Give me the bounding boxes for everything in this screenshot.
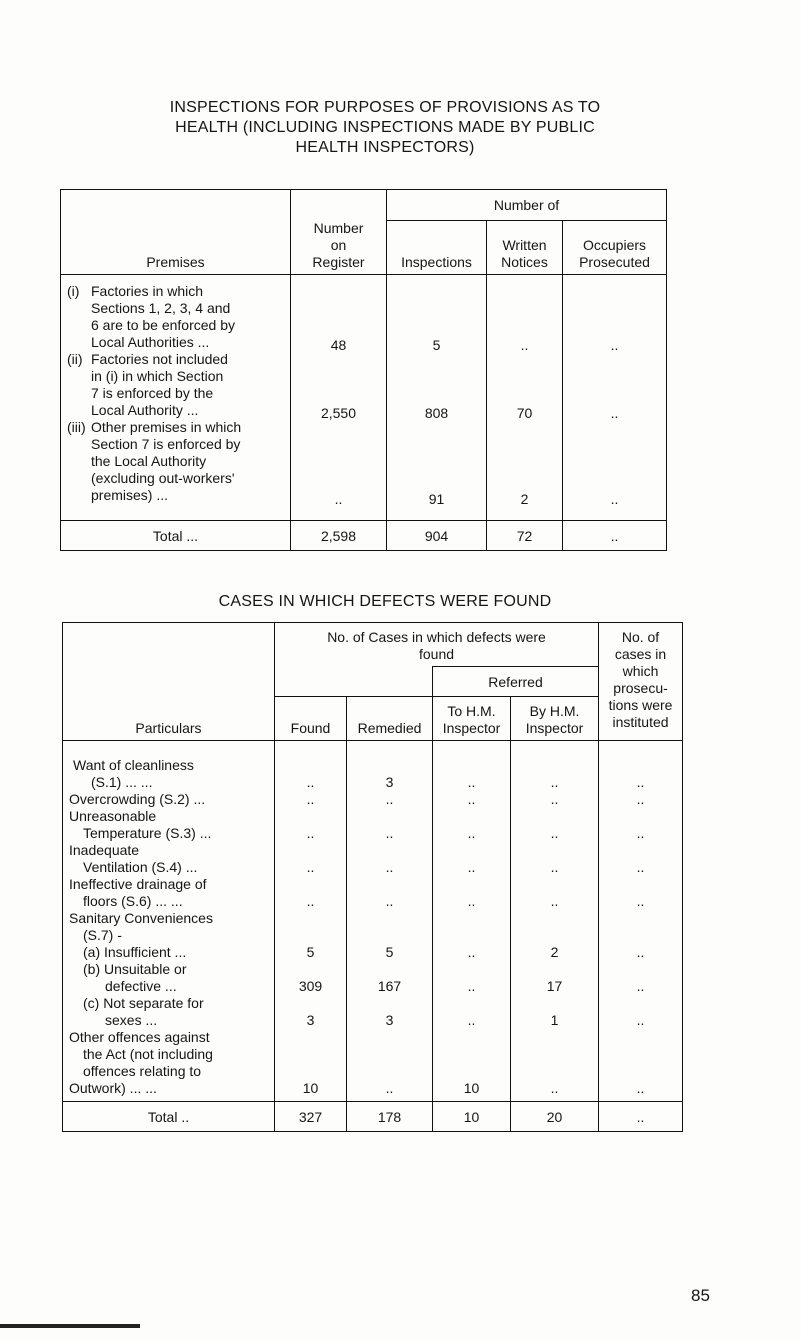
found-column: .. .. .. .. .. 5 309 3 10 [275, 741, 347, 1102]
particular-item: Inadequate Ventilation (S.4) ... [69, 842, 198, 875]
particular-item: (b) Unsuitable or defective ... [83, 961, 187, 994]
defects-total-row [63, 1102, 683, 1132]
particular-item: Unreasonable Temperature (S.3) ... [69, 808, 212, 841]
premises-row-ii: (ii) Factories not included in (i) in which Section 7 is enforced by the Local Authority ... [67, 351, 228, 418]
register-value: 48 [330, 337, 347, 353]
notices-value: 70 [516, 405, 533, 421]
prosecuted-value: .. [610, 491, 619, 507]
particular-item: Want of cleanliness (S.1) ... ... [73, 757, 194, 790]
total-prosecutions: .. [599, 1102, 683, 1132]
total-found: 327 [275, 1102, 347, 1132]
title-line: HEALTH INSPECTORS) [295, 139, 475, 156]
header-occupiers-prosecuted: Occupiers Prosecuted [563, 221, 667, 275]
particular-item: Overcrowding (S.2) ... [69, 791, 206, 807]
title-line: HEALTH (INCLUDING INSPECTIONS MADE BY PUBLIC [175, 119, 595, 136]
register-value: .. [334, 491, 343, 507]
title-line: INSPECTIONS FOR PURPOSES OF PROVISIONS AS TO [169, 99, 601, 116]
total-prosecuted: .. [563, 521, 667, 551]
particular-item: Other offences against the Act (not including offences relating to Outwork) ... ... [69, 1029, 213, 1096]
header-blank [275, 667, 433, 697]
page-title [60, 98, 710, 158]
scan-edge-line [0, 1324, 140, 1328]
header-number-of: Number of [387, 190, 667, 221]
premises-row-i: (i) Factories in which Sections 1, 2, 3, 4 and 6 are to be enforced by Local Authorities ... [67, 283, 235, 350]
inspections-value: 91 [428, 491, 445, 507]
register-column [291, 275, 387, 521]
total-remedied: 178 [347, 1102, 433, 1132]
header-prosecutions: No. of cases in which prosecu- tions were instituted [599, 623, 683, 741]
particular-item: (c) Not separate for sexes ... [83, 995, 204, 1028]
inspections-value: 808 [424, 405, 449, 421]
total-register: 2,598 [291, 521, 387, 551]
premises-row-iii: (iii) Other premises in which Section 7 is enforced by the Local Authority (excluding out-workers' premises) ... [67, 419, 242, 503]
header-referred: Referred [433, 667, 599, 697]
prosecuted-value: .. [610, 337, 619, 353]
total-label: Total ... [61, 521, 291, 551]
header-cases-found: No. of Cases in which defects were found [275, 623, 599, 667]
to-hm-column: .. .. .. .. .. .. .. .. 10 [433, 741, 511, 1102]
prosecutions-column: .. .. .. .. .. .. .. .. .. [599, 741, 683, 1102]
inspections-column [387, 275, 487, 521]
notices-value: 2 [520, 491, 529, 507]
by-hm-column: .. .. .. .. .. 2 17 1 .. [511, 741, 599, 1102]
register-value: 2,550 [320, 405, 357, 421]
header-remedied: Remedied [347, 697, 433, 741]
prosecuted-column [563, 275, 667, 521]
inspections-total-row [61, 521, 667, 551]
header-number-on-register: Number on Register [291, 190, 387, 275]
premises-list [61, 275, 291, 521]
header-particulars: Particulars [63, 623, 275, 741]
prosecuted-value: .. [610, 405, 619, 421]
header-written-notices: Written Notices [487, 221, 563, 275]
particular-item: Sanitary Conveniences (S.7) - [69, 910, 213, 943]
inspections-value: 5 [432, 337, 441, 353]
remedied-column: 3 .. .. .. .. 5 167 3 .. [347, 741, 433, 1102]
page-number: 85 [691, 1286, 710, 1305]
total-by-hm: 20 [511, 1102, 599, 1132]
defects-table [62, 622, 683, 1132]
particular-item: Ineffective drainage of floors (S.6) ... ... [69, 876, 207, 909]
header-to-hm-inspector: To H.M. Inspector [433, 697, 511, 741]
header-inspections: Inspections [387, 221, 487, 275]
header-premises: Premises [61, 190, 291, 275]
header-by-hm-inspector: By H.M. Inspector [511, 697, 599, 741]
notices-value: .. [520, 337, 529, 353]
header-found: Found [275, 697, 347, 741]
total-label: Total .. [63, 1102, 275, 1132]
total-inspections: 904 [387, 521, 487, 551]
particular-item: (a) Insufficient ... [83, 944, 187, 960]
particulars-list [63, 741, 275, 1102]
section-title: CASES IN WHICH DEFECTS WERE FOUND [218, 593, 552, 610]
total-to-hm: 10 [433, 1102, 511, 1132]
total-notices: 72 [487, 521, 563, 551]
notices-column [487, 275, 563, 521]
inspections-table [60, 189, 667, 551]
